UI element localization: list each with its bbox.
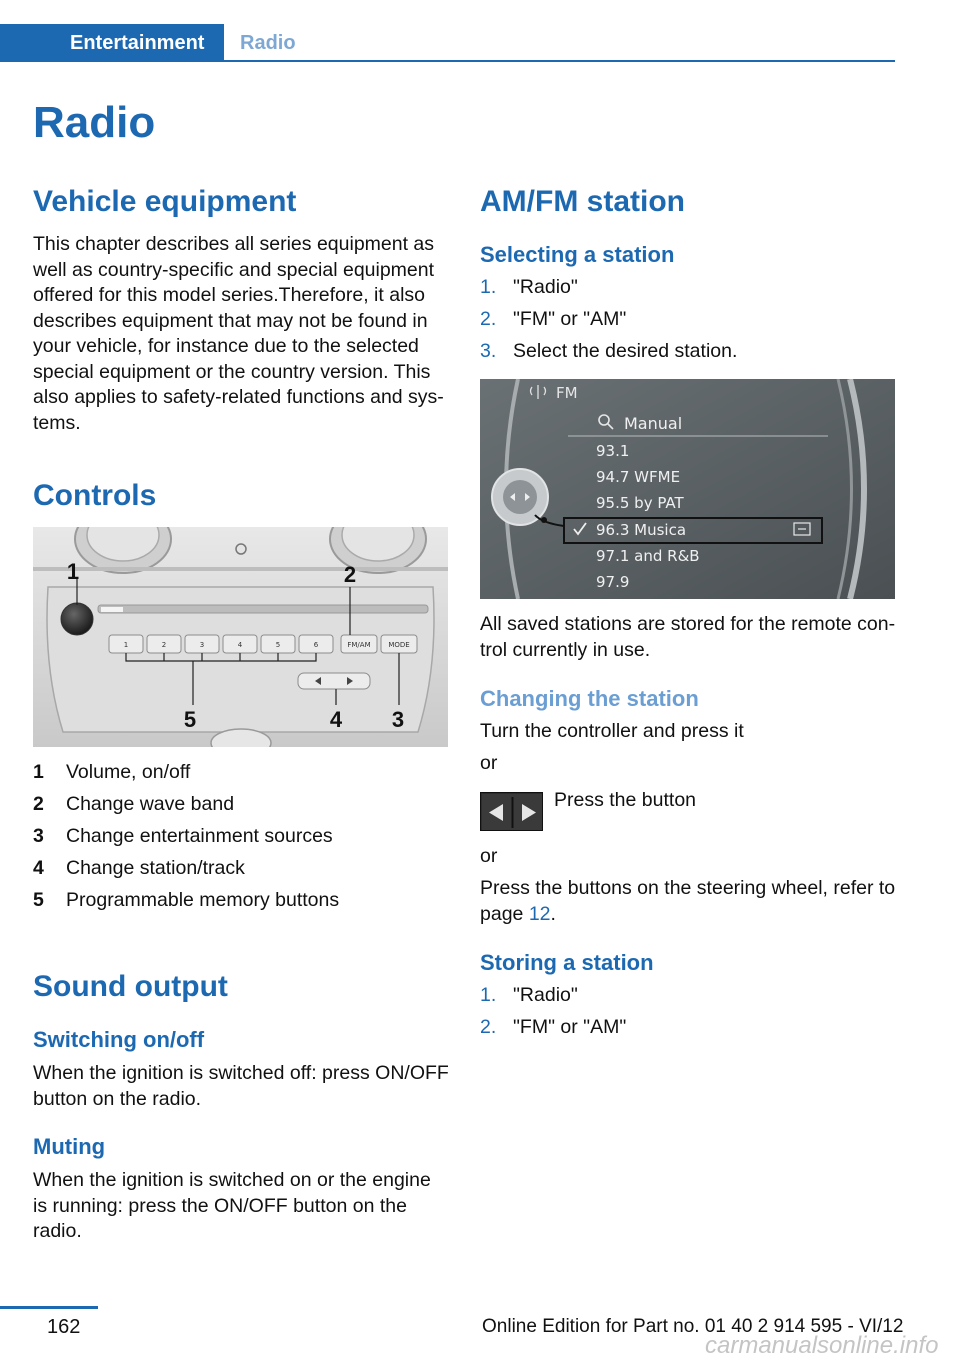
callout-1: 1 — [66, 559, 80, 584]
callout-3: 3 — [391, 707, 405, 732]
or-text: or — [480, 752, 498, 774]
callout-4: 4 — [329, 707, 343, 732]
idrive-screen-illustration — [480, 379, 895, 599]
page-number: 162 — [47, 1316, 81, 1338]
vehicle-equipment-text: This chapter describes all series equipment as well as country-specific and special equipment offered for this model series.Therefore, it also describes equipment that may not be found in your vehicle, for instance due to the selected special equipment or the country version. This also applies to safety-related functions and sys- tems. — [33, 233, 444, 434]
manual-label: Manual — [624, 414, 683, 433]
selecting-heading: Selecting a station — [480, 242, 675, 267]
seek-button-image — [480, 792, 543, 831]
callout-5: 5 — [183, 707, 197, 732]
storing-heading: Storing a station — [480, 950, 654, 975]
press-button-text: Press the button — [554, 789, 697, 811]
footer-rule — [0, 1306, 98, 1309]
station-item: 93.1 — [596, 442, 630, 460]
switching-text: When the ignition is switched off: press ON/OFF button on the radio. — [33, 1062, 449, 1110]
preset-label: 5 — [275, 641, 281, 649]
station-item: 97.9 — [596, 573, 630, 591]
station-item: 94.7 WFME — [596, 468, 681, 486]
sound-output-heading: Sound output — [33, 970, 228, 1003]
changing-heading: Changing the station — [480, 686, 699, 711]
preset-label: 2 — [161, 641, 167, 649]
edition-text: Online Edition for Part no. 01 40 2 914 595 - VI/12 — [482, 1316, 904, 1337]
watermark: carmanualsonline.info — [705, 1332, 939, 1359]
muting-heading: Muting — [33, 1134, 106, 1159]
page-reference-link[interactable]: 12 — [528, 902, 551, 925]
subsection-tab[interactable]: Radio — [240, 32, 296, 54]
radio-controls-figure — [33, 527, 448, 747]
muting-text: When the ignition is switched on or the engine is running: press the ON/OFF button on the radio. — [33, 1169, 431, 1242]
band-label: FM — [556, 384, 578, 402]
station-item: 95.5 by PAT — [596, 494, 684, 512]
preset-label: 6 — [313, 641, 319, 649]
preset-label: 1 — [123, 641, 129, 649]
mode-label: MODE — [388, 641, 410, 649]
callout-2: 2 — [343, 562, 357, 587]
controls-heading: Controls — [33, 479, 157, 512]
page-header — [0, 24, 895, 62]
vehicle-equipment-heading: Vehicle equipment — [33, 185, 297, 218]
steering-wheel-text: Press the buttons on the steering wheel, refer to page 12. — [480, 877, 896, 925]
preset-label: 4 — [237, 641, 243, 649]
radio-panel-illustration — [33, 527, 448, 747]
saved-stations-text: All saved stations are stored for the remote con- trol currently in use. — [480, 613, 896, 661]
preset-label: 3 — [199, 641, 205, 649]
page-title: Radio — [33, 98, 156, 147]
station-list-screen — [480, 379, 895, 599]
switching-heading: Switching on/off — [33, 1027, 205, 1052]
or-text: or — [480, 845, 498, 867]
fm-am-label: FM/AM — [347, 641, 371, 649]
amfm-heading: AM/FM station — [480, 185, 685, 218]
changing-line1: Turn the controller and press it — [480, 720, 744, 742]
station-item: 97.1 and R&B — [596, 547, 700, 565]
section-tab[interactable]: Entertainment — [0, 24, 224, 62]
station-item-selected: 96.3 Musica — [596, 521, 687, 539]
